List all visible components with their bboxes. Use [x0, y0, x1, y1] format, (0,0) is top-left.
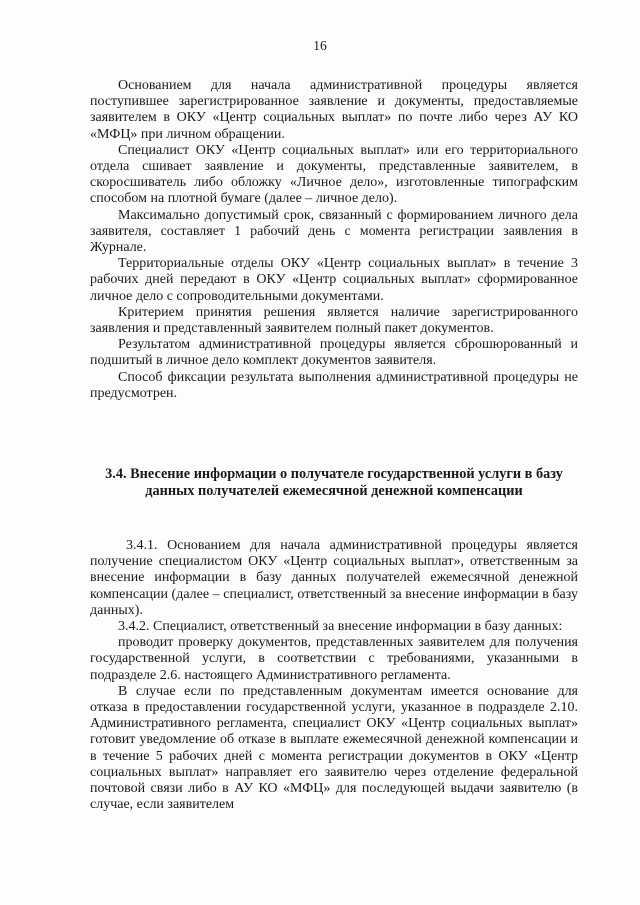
section-text-block	[90, 538, 578, 813]
paragraph: Основанием для начала административной процедуры является поступившее зарегистрированное заявление и документы, предоставляемые заявителем в ОКУ «Центр социальных выплат» по почте либо через АУ КО «МФЦ» при личном обращении.	[90, 78, 578, 142]
paragraph: 3.4.1. Основанием для начала административной процедуры является получение специалистом ОКУ «Центр социальных выплат», ответственным за внесение информации в базу данных получателей ежемесячной денежной компенсации (далее – специалист, ответственный за внесение информации в базу данных).	[90, 538, 578, 618]
paragraph: Специалист ОКУ «Центр социальных выплат» или его территориального отдела сшивает заявление и документы, представленные заявителем, в скоросшиватель либо обложку «Личное дело», изготовленные типографским способом на плотной бумаге (далее – личное дело).	[90, 142, 578, 207]
paragraph: Способ фиксации результата выполнения административной процедуры не предусмотрен.	[90, 369, 578, 401]
paragraph: Критерием принятия решения является наличие зарегистрированного заявления и представленный заявителем полный пакет документов.	[90, 304, 578, 337]
paragraph: В случае если по представленным документам имеется основание для отказа в предоставлении государственной услуги, указанное в подразделе 2.10. Административного регламента, специалист ОКУ «Центр социальных выплат» готовит уведомление об отказе в выплате ежемесячной денежной компенсации и в течение 5 рабочих дней с момента регистрации документов в ОКУ «Центр социальных выплат» направляет его заявителю через отделение федеральной почтовой связи либо в АУ КО «МФЦ» для последующей выдачи заявителю (в случае, если заявителем	[90, 683, 578, 813]
paragraph: 3.4.2. Специалист, ответственный за внесение информации в базу данных:	[118, 619, 563, 635]
paragraph: проводит проверку документов, представленных заявителем для получения государственной услуги, в соответствии с требованиями, указанными в подразделе 2.6. настоящего Административного регламента.	[90, 635, 578, 683]
paragraph: Максимально допустимый срок, связанный с формированием личного дела заявителя, составляет 1 рабочий день с момента регистрации заявления в Журнале.	[90, 207, 578, 256]
procedure-text-block	[90, 78, 578, 402]
paragraph: Результатом административной процедуры является сброшюрованный и подшитый в личное дело комплект документов заявителя.	[90, 337, 578, 369]
section-heading: 3.4. Внесение информации о получателе государственной услуги в базу данных получателей ежемесячной денежной компенсации	[105, 466, 563, 499]
paragraph: Территориальные отделы ОКУ «Центр социальных выплат» в течение 3 рабочих дней передают в ОКУ «Центр социальных выплат» сформированное личное дело с сопроводительными документами.	[90, 256, 578, 304]
page-number: 16	[313, 38, 327, 53]
